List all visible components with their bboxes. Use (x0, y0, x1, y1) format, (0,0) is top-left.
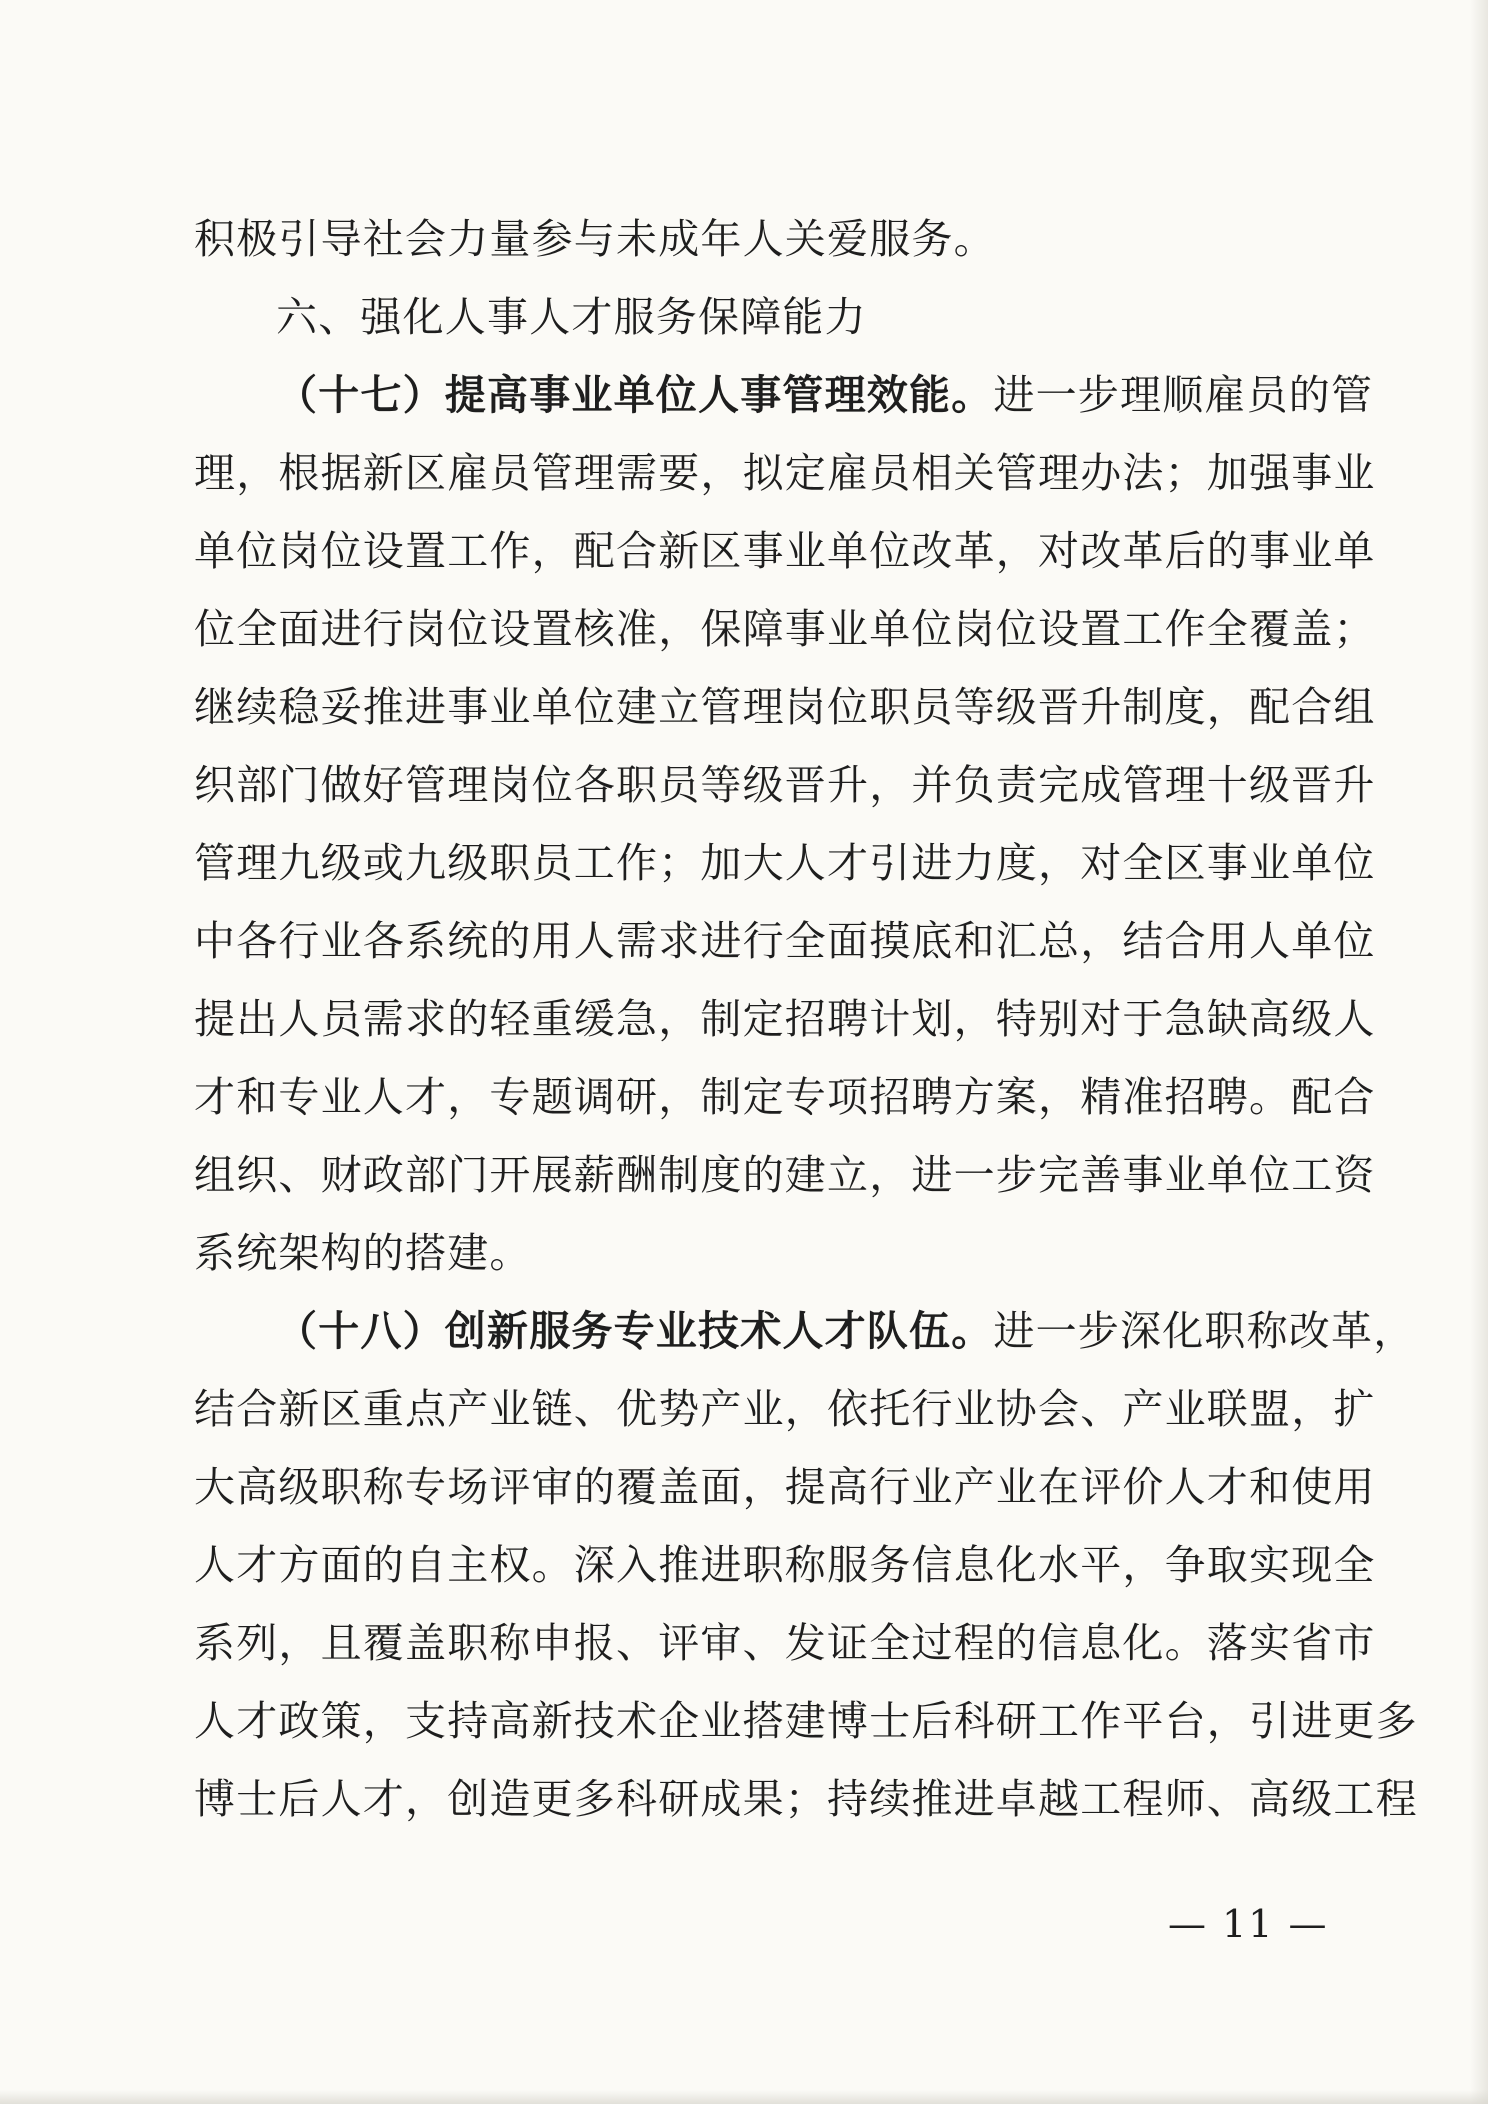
body-line: 系列，且覆盖职称申报、评审、发证全过程的信息化。落实省市 (194, 1619, 1376, 1667)
item-heading: （十八）创新服务专业技术人才队伍。 (276, 1307, 994, 1355)
body-line: 大高级职称专场评审的覆盖面，提高行业产业在评价人才和使用 (194, 1463, 1376, 1511)
item-heading: （十七）提高事业单位人事管理效能。 (276, 371, 994, 419)
paragraph-first-line (276, 363, 1374, 427)
body-line: 管理九级或九级职员工作；加大人才引进力度，对全区事业单位 (194, 839, 1376, 887)
body-line: 织部门做好管理岗位各职员等级晋升，并负责完成管理十级晋升 (194, 761, 1376, 809)
scan-edge-right (1470, 0, 1488, 2104)
page-number: — 11 — (1168, 1902, 1329, 1946)
body-line: 人才政策，支持高新技术企业搭建博士后科研工作平台，引进更多 (194, 1697, 1418, 1745)
section-heading: 六、强化人事人才服务保障能力 (276, 293, 867, 341)
body-line: 结合新区重点产业链、优势产业，依托行业协会、产业联盟，扩 (194, 1385, 1376, 1433)
body-line: 理，根据新区雇员管理需要，拟定雇员相关管理办法；加强事业 (194, 449, 1376, 497)
body-line: 中各行业各系统的用人需求进行全面摸底和汇总，结合用人单位 (194, 917, 1376, 965)
paragraph-first-line (276, 1299, 1416, 1363)
body-line: 博士后人才，创造更多科研成果；持续推进卓越工程师、高级工程 (194, 1775, 1418, 1823)
body-line: 才和专业人才，专题调研，制定专项招聘方案，精准招聘。配合 (194, 1073, 1376, 1121)
body-line: 继续稳妥推进事业单位建立管理岗位职员等级晋升制度，配合组 (194, 683, 1376, 731)
body-line: 单位岗位设置工作，配合新区事业单位改革，对改革后的事业单 (194, 527, 1376, 575)
body-line: 人才方面的自主权。深入推进职称服务信息化水平，争取实现全 (194, 1541, 1376, 1589)
body-line: 位全面进行岗位设置核准，保障事业单位岗位设置工作全覆盖； (194, 605, 1376, 653)
body-line: 系统架构的搭建。 (194, 1229, 532, 1277)
body-line: 积极引导社会力量参与未成年人关爱服务。 (194, 215, 996, 263)
body-line: 组织、财政部门开展薪酬制度的建立，进一步完善事业单位工资 (194, 1151, 1376, 1199)
body-text: 进一步深化职称改革， (993, 1307, 1416, 1355)
scan-edge-bottom (0, 2090, 1488, 2104)
body-line: 提出人员需求的轻重缓急，制定招聘计划，特别对于急缺高级人 (194, 995, 1376, 1043)
body-text: 进一步理顺雇员的管 (993, 371, 1374, 419)
